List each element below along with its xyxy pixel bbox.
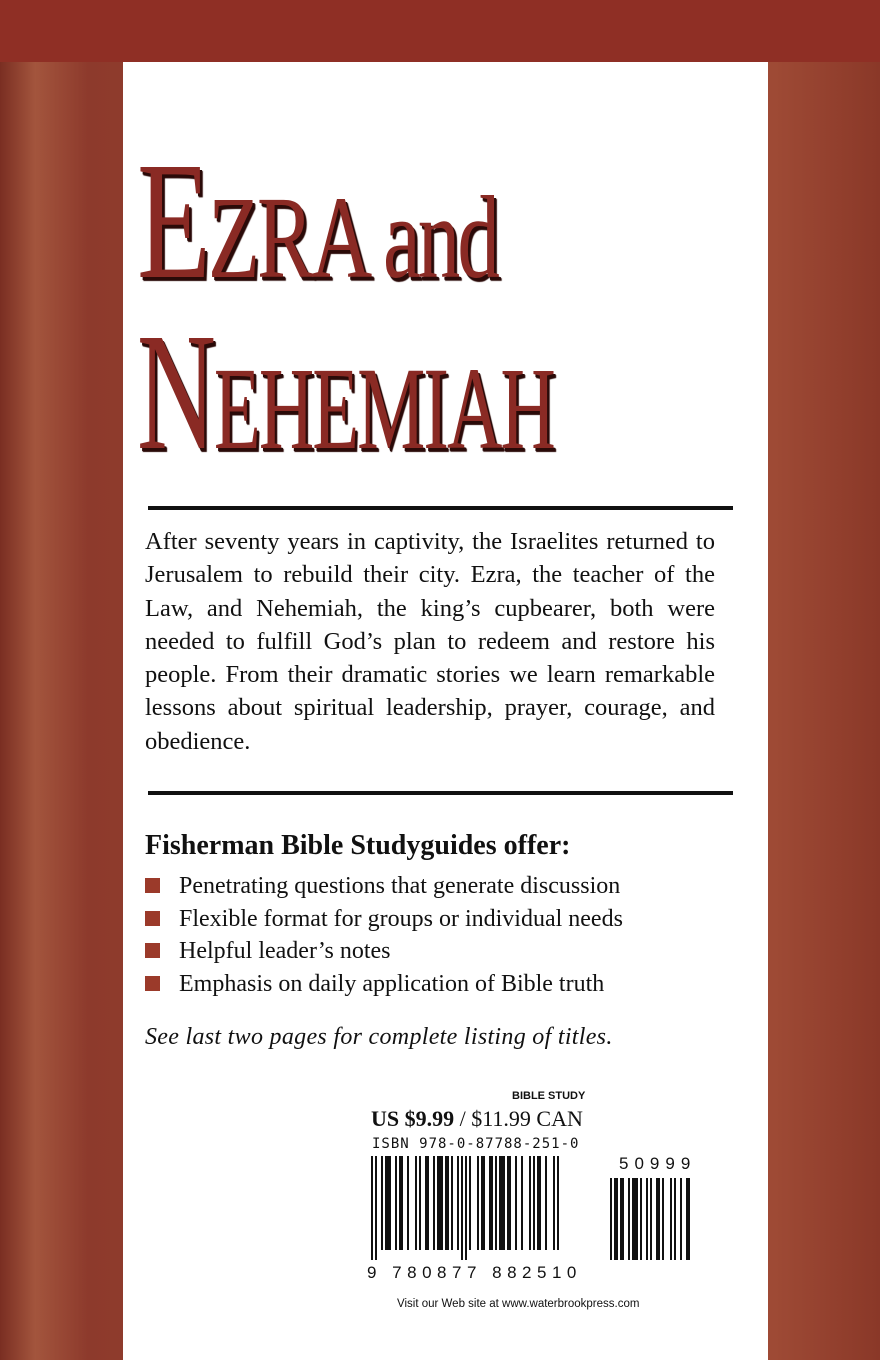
title-line-1-cap: E — [137, 128, 209, 314]
barcode-bar — [381, 1156, 383, 1250]
isbn-label: ISBN 978-0-87788-251-0 — [372, 1136, 580, 1152]
barcode-bar — [407, 1156, 409, 1250]
feature-list — [145, 870, 623, 1000]
barcode-bar — [433, 1156, 435, 1250]
barcode-bar — [489, 1156, 493, 1250]
barcode-bar — [553, 1156, 555, 1250]
feature-text: Penetrating questions that generate discussion — [179, 873, 621, 899]
barcode-bar — [620, 1178, 624, 1260]
barcode-bar — [477, 1156, 479, 1250]
title-line-1-rest: ZRA and — [208, 172, 497, 303]
barcode-bar — [375, 1156, 377, 1260]
price-us: US $9.99 — [371, 1106, 455, 1131]
barcode-digits: 9 780877 882510 — [367, 1263, 582, 1282]
feature-item — [145, 968, 623, 1001]
back-cover-panel — [123, 62, 768, 1360]
barcode-bar — [507, 1156, 511, 1250]
barcode-bar — [445, 1156, 449, 1250]
barcode-bar — [399, 1156, 403, 1250]
barcode-bar — [628, 1178, 630, 1260]
barcode-bar — [461, 1156, 463, 1260]
price-can: / $11.99 CAN — [454, 1106, 583, 1131]
barcode-bar — [515, 1156, 517, 1250]
title-line-2 — [137, 299, 556, 485]
barcode-bar — [533, 1156, 535, 1250]
title-line-1 — [137, 128, 601, 314]
price-label — [371, 1106, 583, 1132]
isbn-barcode — [371, 1156, 583, 1260]
website-note: Visit our Web site at www.waterbrookpress.com — [397, 1298, 640, 1310]
feature-text: Emphasis on daily application of Bible truth — [179, 970, 605, 997]
square-bullet-icon — [145, 943, 160, 958]
top-band — [0, 0, 880, 62]
feature-item — [145, 870, 623, 903]
barcode-bar — [656, 1178, 660, 1260]
barcode-bar — [670, 1178, 672, 1260]
divider-bottom — [148, 791, 733, 795]
barcode-bar — [395, 1156, 397, 1250]
barcode-bar — [537, 1156, 541, 1250]
price-addon-barcode — [610, 1178, 712, 1270]
title-line-2-rest: EHEMIAH — [213, 343, 554, 474]
barcode-bar — [545, 1156, 547, 1250]
barcode-bar — [686, 1178, 690, 1260]
barcode-bar — [385, 1156, 391, 1250]
barcode-bar — [419, 1156, 421, 1250]
barcode-bar — [640, 1178, 642, 1260]
barcode-bar — [529, 1156, 531, 1250]
feature-item — [145, 935, 623, 968]
title-line-2-cap: N — [137, 299, 214, 485]
square-bullet-icon — [145, 976, 160, 991]
barcode-bar — [437, 1156, 443, 1250]
barcode-bar — [632, 1178, 638, 1260]
barcode-bar — [680, 1178, 682, 1260]
barcode-bar — [415, 1156, 417, 1250]
feature-text: Helpful leader’s notes — [179, 938, 391, 965]
feature-text: Flexible format for groups or individual needs — [179, 905, 623, 932]
divider-top — [148, 506, 733, 510]
category-label: BIBLE STUDY — [512, 1090, 586, 1102]
barcode-bar — [451, 1156, 453, 1250]
barcode-bar — [499, 1156, 505, 1250]
barcode-bar — [481, 1156, 485, 1250]
barcode-bar — [674, 1178, 676, 1260]
barcode-bar — [495, 1156, 497, 1250]
barcode-bar — [610, 1178, 612, 1260]
square-bullet-icon — [145, 878, 160, 893]
barcode-bar — [521, 1156, 523, 1250]
barcode-bar — [465, 1156, 467, 1260]
barcode-bar — [469, 1156, 471, 1250]
barcode-bar — [457, 1156, 459, 1250]
barcode-bar — [646, 1178, 648, 1260]
feature-item — [145, 903, 623, 936]
square-bullet-icon — [145, 911, 160, 926]
barcode-bar — [662, 1178, 664, 1260]
barcode-bar — [650, 1178, 652, 1260]
barcode-bar — [371, 1156, 373, 1260]
price-addon-digits: 50999 — [619, 1154, 697, 1173]
book-description: After seventy years in captivity, the Israelites returned to Jerusalem to rebuild their city. Ezra, the teacher of the Law, and Nehemiah, the king’s cupbearer, both were needed to fulfill God’s plan to redeem and restore his people. From their dramatic stories we learn remarkable lessons about spiritual leadership, prayer, courage, and obedience. — [145, 528, 715, 755]
barcode-bar — [425, 1156, 429, 1250]
barcode-bar — [614, 1178, 618, 1260]
offer-heading: Fisherman Bible Studyguides offer: — [145, 830, 571, 861]
titles-note: See last two pages for complete listing of titles. — [145, 1024, 613, 1050]
barcode-bar — [557, 1156, 559, 1250]
